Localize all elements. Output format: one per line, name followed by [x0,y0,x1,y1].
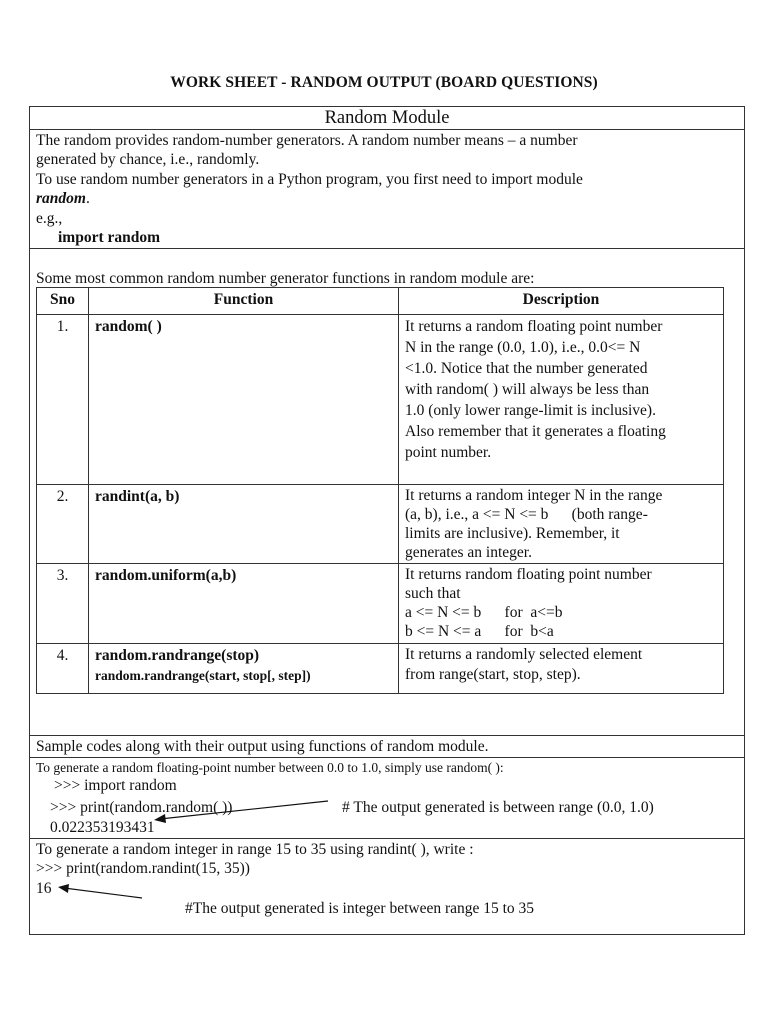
function-name: random.randrange(stop) [95,647,260,664]
functions-table [36,287,724,694]
intro-line: e.g., [36,210,63,227]
module-title: Random Module [324,108,450,128]
row-sno: 2. [37,485,89,564]
divider [30,129,744,130]
description-line: with random( ) will always be less than [405,381,650,398]
description-line: generates an integer. [405,544,532,561]
description-line: from range(start, stop, step). [405,666,581,683]
function-signature: random.randrange(start, stop[, step]) [95,668,311,683]
arrow-icon [150,797,340,827]
row-sno: 4. [37,644,89,694]
sample2-code-line: >>> print(random.randint(15, 35)) [36,860,250,877]
description-line: b <= N <= a for b<a [405,623,554,640]
header-description: Description [399,288,724,315]
row-description [399,485,724,564]
description-line: N in the range (0.0, 1.0), i.e., 0.0<= N [405,339,641,356]
import-example: import random [58,229,161,246]
divider [30,838,744,839]
description-line: such that [405,585,461,602]
table-row [37,644,724,694]
intro-line: generated by chance, i.e., randomly. [36,151,260,168]
row-function: random( ) [89,315,399,485]
row-function: random.uniform(a,b) [89,564,399,644]
row-description [399,315,724,485]
module-name-emphasis: random [36,190,86,207]
sample-heading: Sample codes along with their output using functions of random module. [36,738,489,755]
page-title: WORK SHEET - RANDOM OUTPUT (BOARD QUESTIONS) [170,74,598,91]
sample1-intro: To generate a random floating-point number between 0.0 to 1.0, simply use random( ): [36,760,504,775]
header-function: Function [89,288,399,315]
worksheet-box [29,106,745,935]
description-line: point number. [405,444,492,461]
sample1-comment: # The output generated is between range (0.0, 1.0) [342,799,654,816]
description-line: limits are inclusive). Remember, it [405,525,620,542]
row-description [399,564,724,644]
row-function: randint(a, b) [89,485,399,564]
row-sno: 1. [37,315,89,485]
sample1-output: 0.022353193431 [50,819,155,836]
description-line: <1.0. Notice that the number generated [405,360,648,377]
common-functions-intro: Some most common random number generator functions in random module are: [36,270,535,287]
row-function [89,644,399,694]
sample2-comment: #The output generated is integer between range 15 to 35 [185,900,535,917]
divider [30,735,744,736]
description-line: It returns a random floating point number [405,318,663,335]
description-line: It returns a random integer N in the range [405,487,663,504]
sample2-intro: To generate a random integer in range 15 to 35 using randint( ), write : [36,841,474,858]
description-line: (a, b), i.e., a <= N <= b (both range- [405,506,648,523]
description-line: 1.0 (only lower range-limit is inclusive). [405,402,656,419]
header-sno: Sno [37,288,89,315]
description-line: It returns random floating point number [405,566,652,583]
table-row [37,315,724,485]
sample1-code-line: >>> print(random.random( )) [50,799,233,816]
row-description [399,644,724,694]
table-row [37,564,724,644]
sample2-output: 16 [36,880,52,897]
description-line: a <= N <= b for a<=b [405,604,563,621]
sample1-code-line: >>> import random [54,777,177,794]
description-line: It returns a randomly selected element [405,646,643,663]
intro-punct: . [85,190,90,207]
intro-line [36,189,90,208]
arrow-icon [54,881,154,903]
row-sno: 3. [37,564,89,644]
table-row [37,485,724,564]
divider [30,248,744,249]
intro-line: The random provides random-number generators. A random number means – a number [36,132,578,149]
intro-line: To use random number generators in a Python program, you first need to import module [36,171,583,188]
table-header-row [37,288,724,315]
description-line: Also remember that it generates a floating [405,423,666,440]
